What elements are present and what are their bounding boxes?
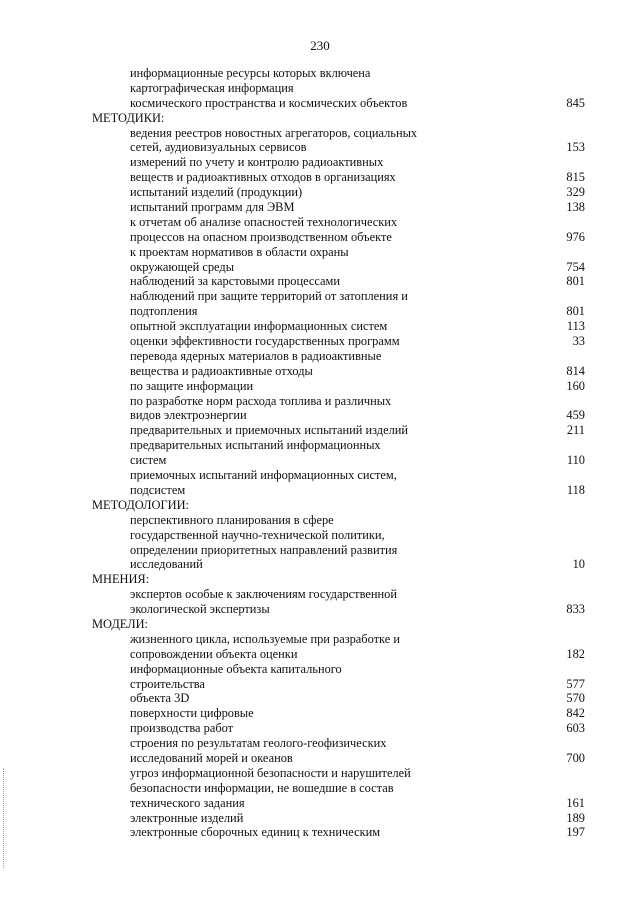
- index-entry: [0, 751, 640, 766]
- index-entry: [0, 349, 640, 364]
- section-heading: [0, 498, 640, 513]
- page-reference: 182: [566, 646, 585, 661]
- index-entry: [0, 691, 640, 706]
- index-entry-text: экспертов особые к заключениям государственной: [130, 587, 397, 602]
- index-entry-text: веществ и радиоактивных отходов в организациях: [130, 170, 396, 185]
- index-entry: [0, 766, 640, 781]
- page-reference: 700: [566, 750, 585, 765]
- index-entry-text: подтопления: [130, 304, 198, 319]
- index-entry-text: вещества и радиоактивные отходы: [130, 363, 313, 378]
- index-entry: [0, 140, 640, 155]
- index-entry: [0, 587, 640, 602]
- index-entry-text: исследований морей и океанов: [130, 750, 293, 765]
- index-entry-text: информационные ресурсы которых включена: [130, 66, 371, 80]
- index-entry-text: поверхности цифровые: [130, 706, 254, 721]
- index-entry-text: государственной научно-технической политики,: [130, 527, 385, 542]
- index-entry: [0, 364, 640, 379]
- index-entry: [0, 513, 640, 528]
- page-reference: 33: [572, 334, 585, 349]
- index-entry-text: безопасности информации, не вошедшие в состав: [130, 780, 394, 795]
- index-entry: [0, 408, 640, 423]
- page-reference: 160: [566, 378, 585, 393]
- section-heading: [0, 617, 640, 632]
- section-heading-text: МЕТОДИКИ:: [92, 110, 165, 125]
- index-entry: [0, 81, 640, 96]
- index-entry: [0, 647, 640, 662]
- index-entry-text: к отчетам об анализе опасностей технологических: [130, 214, 398, 229]
- index-entry: [0, 706, 640, 721]
- index-entry: [0, 334, 640, 349]
- index-entry: [0, 379, 640, 394]
- section-heading-text: МНЕНИЯ:: [92, 572, 150, 587]
- index-entry: [0, 453, 640, 468]
- page-reference: 110: [566, 453, 585, 468]
- page-reference: 801: [566, 304, 585, 319]
- page-reference: 161: [566, 795, 585, 810]
- page-reference: 211: [566, 423, 585, 438]
- index-entry-text: приемочных испытаний информационных систем,: [130, 468, 397, 483]
- index-entry-text: строительства: [130, 676, 205, 691]
- index-entry: [0, 319, 640, 334]
- index-entry-text: процессов на опасном производственном объекте: [130, 229, 392, 244]
- index-entry: [0, 438, 640, 453]
- index-entry-text: по разработке норм расхода топлива и различных: [130, 393, 392, 408]
- index-entry: [0, 230, 640, 245]
- page-reference: 197: [566, 825, 585, 840]
- page-reference: 577: [566, 676, 585, 691]
- index-entry: [0, 721, 640, 736]
- index-entry: [0, 96, 640, 111]
- page-reference: 814: [566, 363, 585, 378]
- page-reference: 845: [566, 95, 585, 110]
- page-reference: 801: [566, 274, 585, 289]
- section-heading-text: МОДЕЛИ:: [92, 616, 148, 631]
- page-reference: 833: [566, 602, 585, 617]
- index-entry: [0, 632, 640, 647]
- index-entry-text: систем: [130, 453, 167, 468]
- index-entry-text: испытаний программ для ЭВМ: [130, 200, 295, 215]
- index-entry: [0, 185, 640, 200]
- index-entry-text: технического задания: [130, 795, 245, 810]
- index-entry-text: электронные изделий: [130, 810, 244, 825]
- index-entry: [0, 289, 640, 304]
- page-reference: 842: [566, 706, 585, 721]
- page-reference: 138: [566, 200, 585, 215]
- page-reference: 153: [566, 140, 585, 155]
- page-reference: 815: [566, 170, 585, 185]
- index-entry: [0, 662, 640, 677]
- index-list: [0, 66, 640, 840]
- index-entry-text: оценки эффективности государственных программ: [130, 334, 400, 349]
- index-entry-text: по защите информации: [130, 378, 254, 393]
- index-entry: [0, 557, 640, 572]
- index-entry-text: исследований: [130, 557, 203, 572]
- page-reference: 113: [566, 319, 585, 334]
- page-reference: 118: [566, 482, 585, 497]
- index-entry: [0, 602, 640, 617]
- index-entry-text: угроз информационной безопасности и нарушителей: [130, 765, 411, 780]
- index-entry: [0, 677, 640, 692]
- index-entry-text: космического пространства и космических объектов: [130, 95, 408, 110]
- index-entry-text: перспективного планирования в сфере: [130, 512, 334, 527]
- index-entry: [0, 796, 640, 811]
- index-entry-text: экологической экспертизы: [130, 602, 270, 617]
- index-entry-text: объекта 3D: [130, 691, 190, 706]
- index-entry: [0, 66, 640, 81]
- index-entry: [0, 274, 640, 289]
- index-entry: [0, 245, 640, 260]
- index-entry-text: наблюдений за карстовыми процессами: [130, 274, 341, 289]
- index-entry: [0, 811, 640, 826]
- index-entry-text: строения по результатам геолого-геофизических: [130, 736, 387, 751]
- page-number: 230: [310, 38, 330, 53]
- index-entry: [0, 126, 640, 141]
- page-reference: 10: [572, 557, 585, 572]
- index-entry-text: наблюдений при защите территорий от затопления и: [130, 289, 408, 304]
- index-entry-text: к проектам нормативов в области охраны: [130, 244, 349, 259]
- index-entry: [0, 528, 640, 543]
- index-entry: [0, 215, 640, 230]
- page-reference: 603: [566, 721, 585, 736]
- index-entry-text: измерений по учету и контролю радиоактивных: [130, 155, 384, 170]
- index-entry-text: информационные объекта капитального: [130, 661, 342, 676]
- index-entry-text: производства работ: [130, 721, 234, 736]
- page-reference: 189: [566, 810, 585, 825]
- index-entry: [0, 543, 640, 558]
- index-entry: [0, 304, 640, 319]
- index-entry-text: сетей, аудиовизуальных сервисов: [130, 140, 307, 155]
- index-entry-text: видов электроэнергии: [130, 408, 247, 423]
- index-entry-text: жизненного цикла, используемые при разработке и: [130, 631, 400, 646]
- index-entry: [0, 468, 640, 483]
- index-entry-text: картографическая информация: [130, 80, 294, 95]
- index-entry: [0, 260, 640, 275]
- index-entry-text: испытаний изделий (продукции): [130, 185, 303, 200]
- index-entry-text: электронные сборочных единиц к техническим: [130, 825, 381, 840]
- index-entry: [0, 394, 640, 409]
- index-entry-text: перевода ядерных материалов в радиоактивные: [130, 348, 382, 363]
- index-entry: [0, 825, 640, 840]
- page-reference: 754: [566, 259, 585, 274]
- index-entry-text: предварительных испытаний информационных: [130, 438, 381, 453]
- page-reference: 570: [566, 691, 585, 706]
- section-heading-text: МЕТОДОЛОГИИ:: [92, 497, 189, 512]
- index-entry: [0, 736, 640, 751]
- index-entry: [0, 423, 640, 438]
- page-reference: 976: [566, 229, 585, 244]
- index-entry-text: ведения реестров новостных агрегаторов, социальных: [130, 125, 418, 140]
- index-entry-text: опытной эксплуатации информационных систем: [130, 319, 388, 334]
- page-reference: 459: [566, 408, 585, 423]
- index-entry: [0, 200, 640, 215]
- index-entry: [0, 483, 640, 498]
- index-entry-text: определении приоритетных направлений развития: [130, 542, 398, 557]
- index-entry: [0, 155, 640, 170]
- section-heading: [0, 572, 640, 587]
- index-entry: [0, 170, 640, 185]
- index-entry-text: предварительных и приемочных испытаний изделий: [130, 423, 409, 438]
- index-entry-text: подсистем: [130, 482, 186, 497]
- index-entry-text: сопровождении объекта оценки: [130, 646, 298, 661]
- index-entry-text: окружающей среды: [130, 259, 235, 274]
- index-entry: [0, 781, 640, 796]
- section-heading: [0, 111, 640, 126]
- page-reference: 329: [566, 185, 585, 200]
- scan-edge-mark: [3, 768, 5, 868]
